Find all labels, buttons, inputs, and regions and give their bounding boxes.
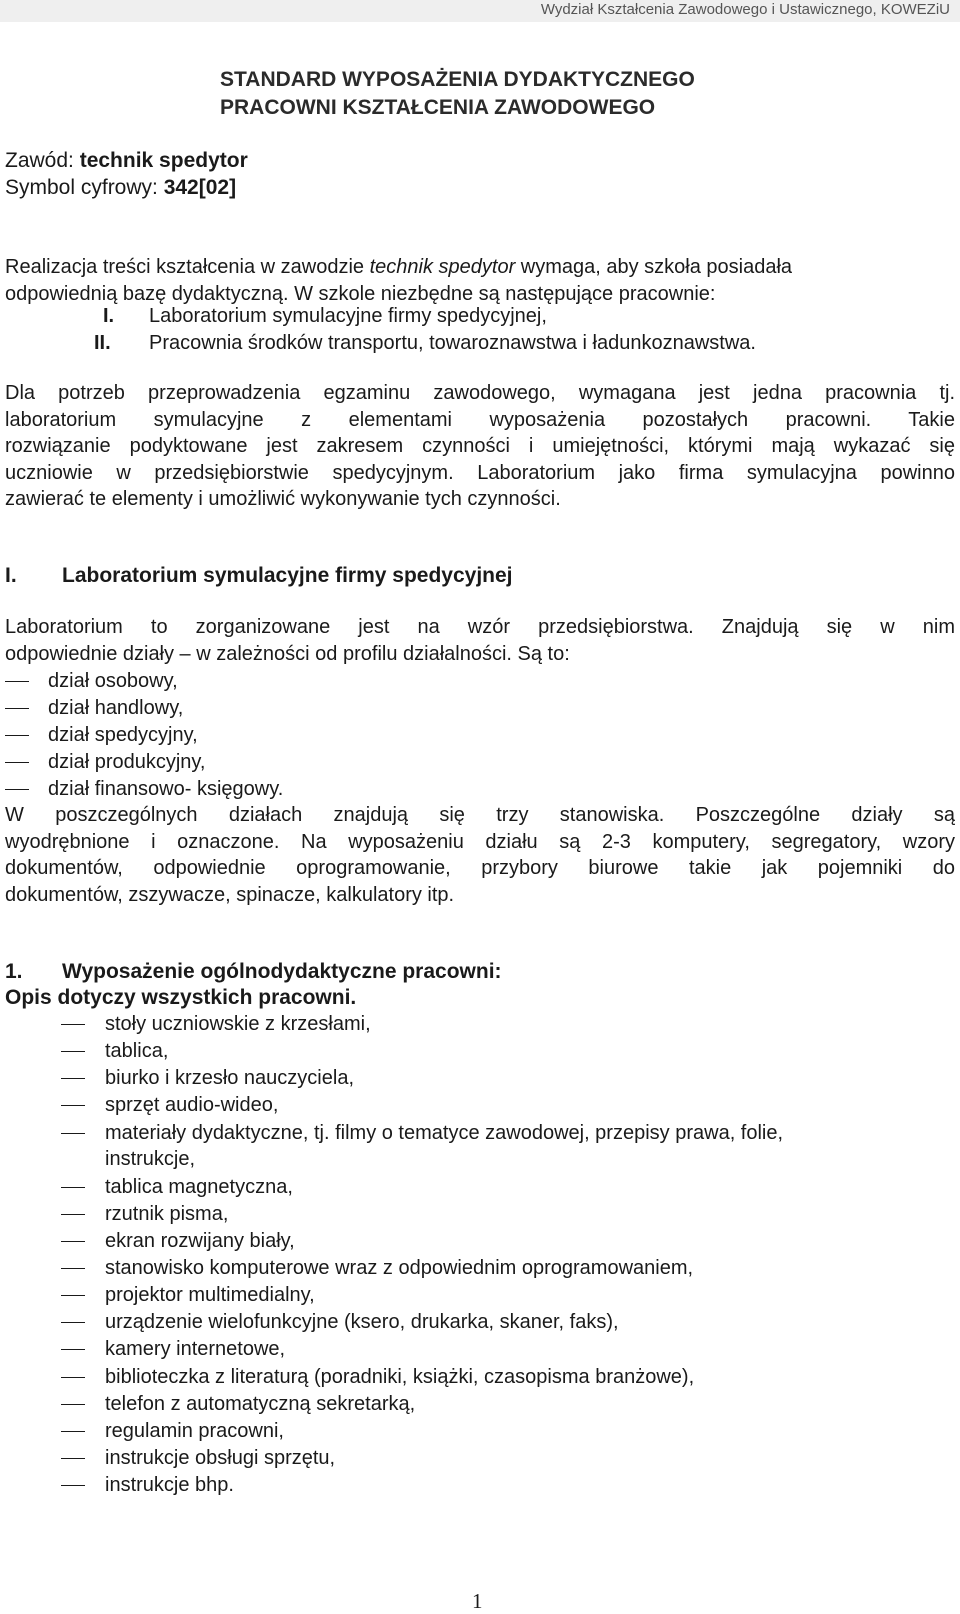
equipment-bullet-dash — [61, 1051, 85, 1052]
equipment-bullet-dash — [61, 1241, 85, 1242]
profession-line — [5, 149, 248, 173]
equipment-item: biblioteczka z literaturą (poradniki, książki, czasopisma branżowe), — [105, 1366, 695, 1388]
equipment-bullet-dash — [61, 1024, 85, 1025]
exam-paragraph-line-5: zawierać te elementy i umożliwić wykonywanie tych czynności. — [5, 488, 561, 510]
equipment-bullet-dash — [61, 1295, 85, 1296]
room-2-number: II. — [94, 332, 111, 354]
equipment-item: stanowisko komputerowe wraz z odpowiednim oprogramowaniem, — [105, 1257, 694, 1279]
equipment-bullet-dash — [61, 1133, 85, 1134]
symbol-value: 342[02] — [163, 176, 237, 199]
equipment-bullet-dash — [61, 1187, 85, 1188]
exam-paragraph-line-2: laboratorium symulacyjne z elementami wyposażenia pozostałych pracowni. Takie — [5, 409, 955, 431]
department-bullet-dash — [5, 762, 29, 763]
department-bullet-dash — [5, 708, 29, 709]
department-item: dział produkcyjny, — [48, 751, 206, 773]
equipment-bullet-dash — [61, 1268, 85, 1269]
equipment-item: instrukcje obsługi sprzętu, — [105, 1447, 336, 1469]
department-bullet-dash — [5, 735, 29, 736]
intro-line-1 — [5, 256, 792, 279]
equipment-bullet-dash — [61, 1349, 85, 1350]
equipment-item: tablica magnetyczna, — [105, 1176, 293, 1198]
equipment-bullet-dash — [61, 1214, 85, 1215]
section-1-number: I. — [5, 564, 17, 587]
equipment-number: 1. — [5, 960, 23, 983]
equipment-item: sprzęt audio-wideo, — [105, 1094, 279, 1116]
equipment-item: instrukcje bhp. — [105, 1474, 234, 1496]
department-item: dział handlowy, — [48, 697, 184, 719]
section-1-intro-line-2: odpowiednie działy – w zależności od profilu działalności. Są to: — [5, 643, 570, 665]
equipment-item: rzutnik pisma, — [105, 1203, 229, 1225]
equipment-item-continuation: instrukcje, — [105, 1148, 196, 1170]
exam-paragraph-line-4: uczniowie w przedsiębiorstwie spedycyjnym. Laboratorium jako firma symulacyjna powinno — [5, 462, 955, 484]
equipment-item: ekran rozwijany biały, — [105, 1230, 295, 1252]
equipment-item: materiały dydaktyczne, tj. filmy o tematyce zawodowej, przepisy prawa, folie, — [105, 1122, 784, 1144]
equipment-bullet-dash — [61, 1485, 85, 1486]
section-1-closing-line-3: dokumentów, odpowiednie oprogramowanie, przybory biurowe takie jak pojemniki do — [5, 857, 955, 879]
department-item: dział osobowy, — [48, 670, 178, 692]
room-1-number: I. — [103, 305, 115, 327]
department-item: dział finansowo- księgowy. — [48, 778, 284, 800]
equipment-bullet-dash — [61, 1404, 85, 1405]
exam-paragraph-line-3: rozwiązanie podyktowane jest zakresem czynności i umiejętności, którymi mają wykazać się — [5, 435, 955, 457]
equipment-item: telefon z automatyczną sekretarką, — [105, 1393, 416, 1415]
equipment-item: regulamin pracowni, — [105, 1420, 284, 1442]
room-2-text: Pracownia środków transportu, towaroznawstwa i ładunkoznawstwa. — [149, 332, 756, 354]
equipment-item: stoły uczniowskie z krzesłami, — [105, 1013, 371, 1035]
equipment-subheading: Opis dotyczy wszystkich pracowni. — [5, 986, 357, 1009]
running-header — [0, 0, 960, 22]
department-bullet-dash — [5, 681, 29, 682]
equipment-item: biurko i krzesło nauczyciela, — [105, 1067, 354, 1089]
intro-text-before: Realizacja treści kształcenia w zawodzie — [5, 256, 370, 278]
profession-value: technik spedytor — [79, 149, 248, 172]
equipment-heading: Wyposażenie ogólnodydaktyczne pracowni: — [62, 960, 502, 983]
symbol-label: Symbol cyfrowy: — [5, 176, 164, 199]
intro-profession-italic: technik spedytor — [369, 256, 516, 278]
document-title-line-2: PRACOWNI KSZTAŁCENIA ZAWODOWEGO — [220, 96, 656, 119]
intro-line-2: odpowiednią bazę dydaktyczną. W szkole niezbędne są następujące pracownie: — [5, 283, 716, 305]
section-1-closing-line-2: wyodrębnione i oznaczone. Na wyposażeniu działu są 2-3 komputery, segregatory, wzory — [5, 831, 955, 853]
equipment-bullet-dash — [61, 1322, 85, 1323]
section-1-closing-line-1: W poszczególnych działach znajdują się trzy stanowiska. Poszczególne działy są — [5, 804, 955, 826]
department-bullet-dash — [5, 789, 29, 790]
section-1-intro-line-1: Laboratorium to zorganizowane jest na wzór przedsiębiorstwa. Znajdują się w nim — [5, 616, 955, 638]
equipment-item: projektor multimedialny, — [105, 1284, 315, 1306]
equipment-item: tablica, — [105, 1040, 169, 1062]
section-1-heading: Laboratorium symulacyjne firmy spedycyjnej — [62, 564, 513, 587]
exam-paragraph-line-1: Dla potrzeb przeprowadzenia egzaminu zawodowego, wymagana jest jedna pracownia tj. — [5, 382, 955, 404]
running-header-text: Wydział Kształcenia Zawodowego i Ustawicznego, KOWEZiU — [540, 1, 950, 18]
equipment-bullet-dash — [61, 1458, 85, 1459]
equipment-bullet-dash — [61, 1431, 85, 1432]
section-1-closing-line-4: dokumentów, zszywacze, spinacze, kalkulatory itp. — [5, 884, 455, 906]
document-title-line-1: STANDARD WYPOSAŻENIA DYDAKTYCZNEGO — [220, 68, 695, 91]
department-item: dział spedycyjny, — [48, 724, 198, 746]
equipment-bullet-dash — [61, 1377, 85, 1378]
room-1-text: Laboratorium symulacyjne firmy spedycyjnej, — [149, 305, 547, 327]
equipment-item: urządzenie wielofunkcyjne (ksero, drukarka, skaner, faks), — [105, 1311, 619, 1333]
page-number: 1 — [472, 1589, 483, 1613]
symbol-line — [5, 176, 236, 200]
intro-text-after: wymaga, aby szkoła posiadała — [515, 256, 793, 278]
equipment-item: kamery internetowe, — [105, 1338, 286, 1360]
equipment-bullet-dash — [61, 1078, 85, 1079]
equipment-bullet-dash — [61, 1105, 85, 1106]
profession-label: Zawód: — [5, 149, 80, 172]
